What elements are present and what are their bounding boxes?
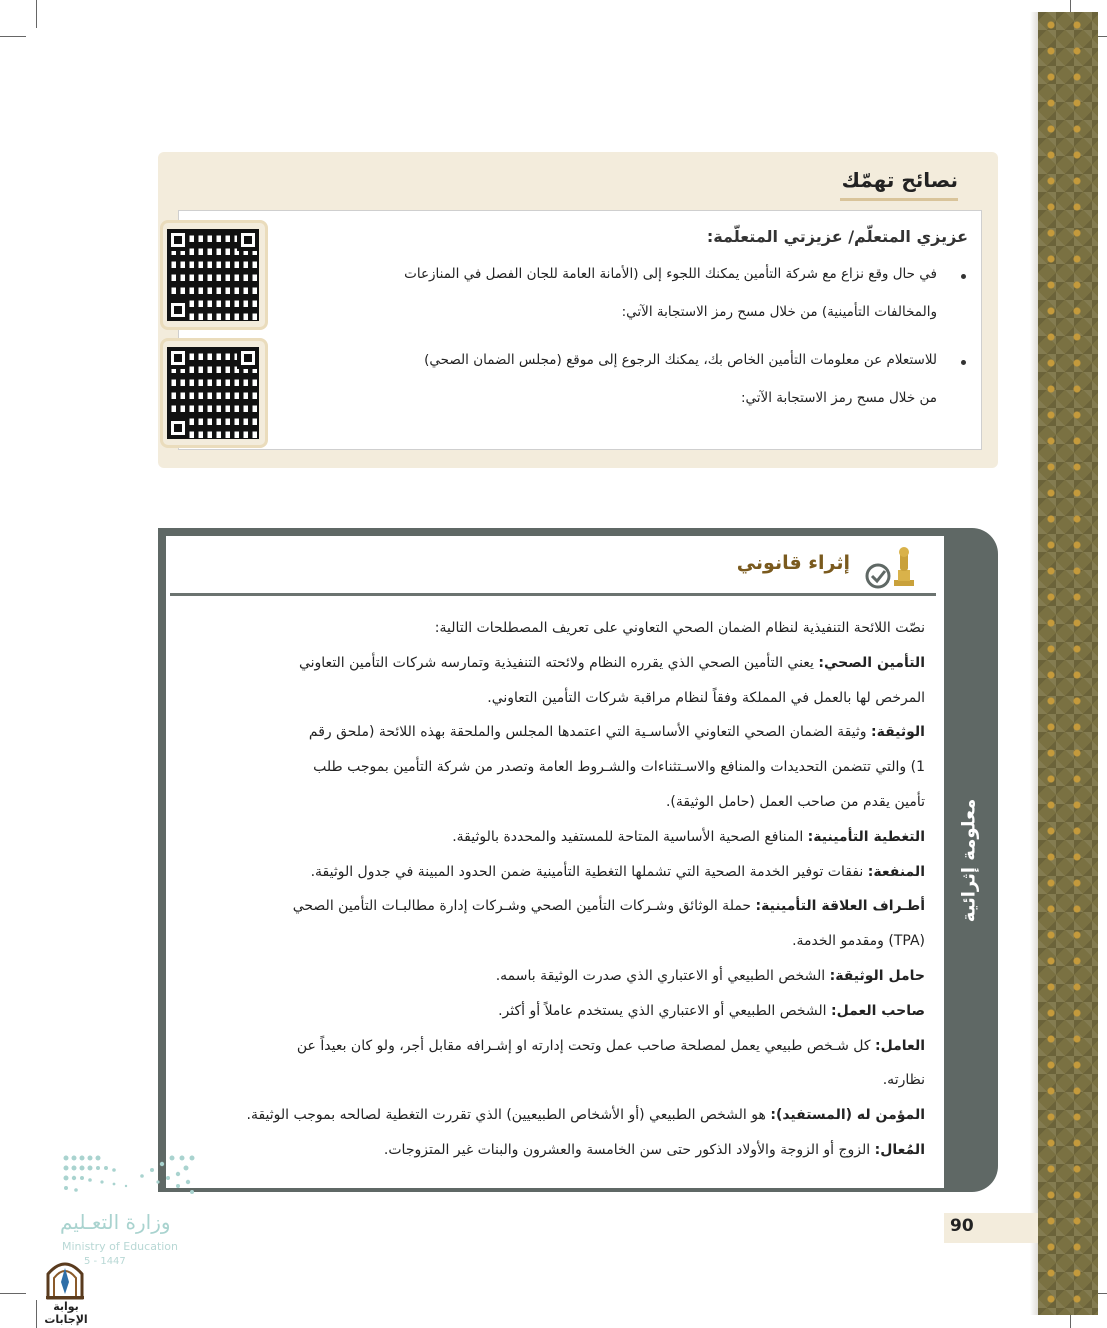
bullet-dot [961, 360, 966, 365]
stamp-icon [864, 546, 916, 590]
legal-definition: المرخص لها بالعمل في المملكة وفقاً لنظام مراقبة شركات التأمين التعاوني. [487, 689, 925, 706]
side-label-text: معلومة إثرائية [958, 798, 980, 922]
ministry-name-english: Ministry of Education [62, 1240, 179, 1253]
legal-text-line [181, 829, 925, 859]
legal-term: صاحب العمل: [830, 1002, 925, 1019]
legal-text-line [181, 724, 925, 754]
bullet-dot [961, 274, 966, 279]
ministry-year: 5 - 1447 [84, 1256, 126, 1267]
legal-term: حامل الوثيقة: [829, 968, 925, 984]
legal-term: التأمين الصحي: [818, 654, 925, 671]
tips-bullet-1-line-2: والمخالفات التأمينية) من خلال مسح رمز الاستجابة الآتي: [621, 304, 937, 320]
legal-text-line [181, 1142, 925, 1172]
decorative-border [1038, 12, 1098, 1315]
qr-finder-pattern [167, 229, 189, 251]
legal-text-line [181, 1003, 925, 1033]
legal-definition: وثيقة الضمان الصحي التعاوني الأساسـية التي اعتمدها المجلس والملحقة بهذه اللائحة (ملحق رقم [308, 724, 872, 741]
legal-title: إثراء قانوني [736, 552, 850, 574]
legal-text-line [181, 620, 925, 650]
legal-text-line [181, 968, 925, 998]
tips-bullet-2-line-1: للاستعلام عن معلومات التأمين الخاص بك، يمكنك الرجوع إلى موقع (مجلس الضمان الصحي) [424, 352, 937, 368]
legal-definition: كل شـخص طبيعي يعمل لمصلحة صاحب عمل وتحت إدارته او إشـرافه مقابل أجر، ولو كان بعيداً عن [296, 1037, 876, 1054]
tips-greeting: عزيزي المتعلّم/ عزيزتي المتعلّمة: [706, 227, 968, 246]
legal-definition: الشخص الطبيعي أو الاعتباري الذي يستخدم عاملاً أو أكثر. [498, 1002, 831, 1019]
legal-term: العامل: [875, 1037, 925, 1054]
qr-finder-pattern [237, 229, 259, 251]
qr-finder-pattern [167, 417, 189, 439]
tips-bullet-2-line-2: من خلال مسح رمز الاستجابة الآتي: [740, 390, 937, 406]
legal-definition: الشخص الطبيعي أو الاعتباري الذي صدرت الوثيقة باسمه. [495, 968, 830, 984]
legal-definition: 1) والتي تتضمن التحديدات والمنافع والاسـتثناءات والشـروط العامة وتصدر من شركة التأمين بموجب طلب [313, 759, 925, 776]
crop-mark [0, 36, 26, 37]
legal-definition: نظارته. [882, 1072, 925, 1089]
qr-finder-pattern [237, 347, 259, 369]
legal-definition: الزوج أو الزوجة والأولاد الذكور حتى سن الخامسة والعشرون والبنات غير المتزوجات. [383, 1142, 875, 1158]
page-number: 90 [950, 1216, 974, 1236]
qr-finder-pattern [167, 299, 189, 321]
portal-logo-icon [42, 1254, 88, 1300]
legal-definition: المنافع الصحية الأساسية المتاحة للمستفيد والمحددة بالوثيقة. [452, 828, 808, 845]
legal-term: المنفعة: [867, 863, 925, 880]
legal-text-line [181, 1072, 925, 1102]
legal-text-line [181, 794, 925, 824]
legal-definition: نصّت اللائحة التنفيذية لنظام الضمان الصحي التعاوني على تعريف المصطلحات التالية: [434, 620, 925, 636]
legal-text-line [181, 1038, 925, 1068]
ministry-name-arabic: وزارة التعـليم [60, 1210, 171, 1234]
tips-title: نصائح تهمّك [841, 168, 958, 192]
tips-bullet-1-line-1: في حال وقع نزاع مع شركة التأمين يمكنك اللجوء إلى (الأمانة العامة للجان الفصل في المنازعات [404, 266, 937, 282]
legal-term: أطـراف العلاقة التأمينية: [755, 898, 925, 915]
ministry-logo-icon [62, 1152, 196, 1198]
legal-text-line [181, 759, 925, 789]
legal-definition: نفقات توفير الخدمة الصحية التي تشملها التغطية التأمينية ضمن الحدود المبينة في جدول الوثيقة. [310, 863, 868, 880]
legal-definition: هو الشخص الطبيعي (أو الأشخاص الطبيعيين) الذي تقررت التغطية لصالحه بموجب الوثيقة. [246, 1107, 771, 1124]
legal-term: الوثيقة: [871, 724, 925, 741]
side-label [946, 540, 992, 1180]
legal-term: المُعال: [874, 1142, 925, 1158]
tips-title-underline [840, 198, 958, 201]
legal-definition: حملة الوثائق وشـركات التأمين الصحي وشـركات إدارة مطالبـات التأمين الصحي [292, 898, 756, 915]
portal-label: بوابة الإجابات [44, 1300, 88, 1326]
legal-definition: تأمين يقدم من صاحب العمل (حامل الوثيقة). [665, 794, 925, 810]
legal-text-line [181, 1107, 925, 1137]
legal-text-line [181, 864, 925, 894]
legal-definition: (TPA) ومقدمو الخدمة. [792, 933, 925, 950]
qr-finder-pattern [167, 347, 189, 369]
legal-term: المؤمن له (المستفيد): [770, 1107, 925, 1124]
crop-mark [36, 0, 37, 28]
legal-text-line [181, 933, 925, 963]
legal-text-line [181, 898, 925, 928]
legal-text-line [181, 690, 925, 720]
legal-text-line [181, 655, 925, 685]
legal-term: التغطية التأمينية: [807, 828, 925, 845]
crop-mark [0, 1293, 26, 1294]
legal-definition: يعني التأمين الصحي الذي يقرره النظام ولائحته التنفيذية وتمارسه شركات التأمين التعاوني [298, 654, 819, 671]
